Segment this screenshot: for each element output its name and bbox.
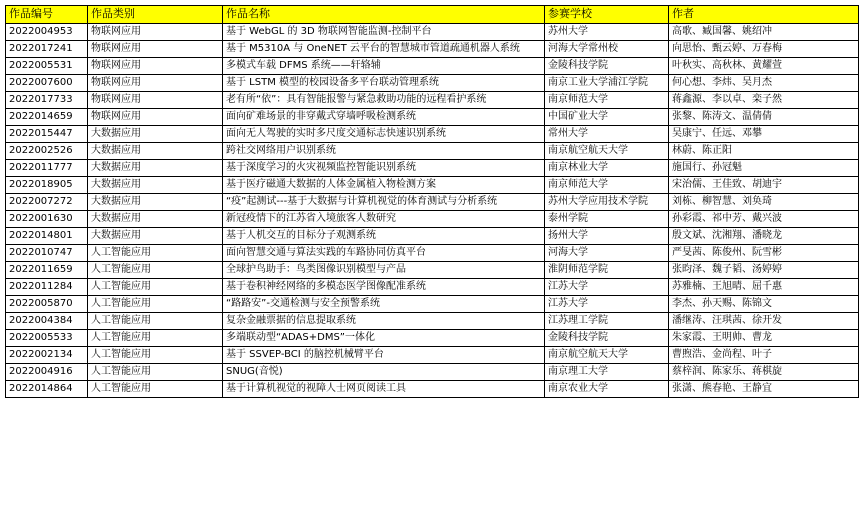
table-body [6, 24, 859, 398]
cell-category: 大数据应用 [88, 177, 223, 194]
cell-school: 泰州学院 [545, 211, 669, 228]
cell-work-id: 2022017241 [6, 41, 88, 58]
table-row [6, 279, 859, 296]
cell-category: 人工智能应用 [88, 279, 223, 296]
cell-work-name: 多端联动型“ADAS+DMS”一体化 [223, 330, 545, 347]
table-row [6, 160, 859, 177]
table-row [6, 364, 859, 381]
cell-authors: 朱家霞、王明帅、曹龙 [669, 330, 859, 347]
cell-category: 人工智能应用 [88, 330, 223, 347]
cell-authors: 林蔚、陈正阳 [669, 143, 859, 160]
cell-work-id: 2022001630 [6, 211, 88, 228]
cell-school: 常州大学 [545, 126, 669, 143]
table-row [6, 330, 859, 347]
cell-category: 物联网应用 [88, 75, 223, 92]
cell-work-id: 2022005870 [6, 296, 88, 313]
cell-work-name: 面向智慧交通与算法实践的车路协同仿真平台 [223, 245, 545, 262]
cell-work-id: 2022005533 [6, 330, 88, 347]
cell-school: 河海大学常州校 [545, 41, 669, 58]
header-category: 作品类别 [88, 6, 223, 24]
table-row [6, 228, 859, 245]
cell-authors: 叶秋实、高秋林、黄耀萱 [669, 58, 859, 75]
cell-work-name: 基于深度学习的火灾视频监控智能识别系统 [223, 160, 545, 177]
header-work-name: 作品名称 [223, 6, 545, 24]
cell-authors: 严旻茜、陈俊州、阮雪彬 [669, 245, 859, 262]
table-row [6, 126, 859, 143]
cell-work-id: 2022011284 [6, 279, 88, 296]
cell-authors: 曹煦浩、金尚程、叶子 [669, 347, 859, 364]
cell-category: 大数据应用 [88, 143, 223, 160]
table-row [6, 58, 859, 75]
cell-authors: 高歌、臧国馨、姚绍冲 [669, 24, 859, 41]
cell-authors: 张潇、熊春艳、王静宜 [669, 381, 859, 398]
cell-authors: 何心想、李炜、吴月杰 [669, 75, 859, 92]
cell-work-name: 多模式车载 DFMS 系统——轩辂辅 [223, 58, 545, 75]
cell-category: 大数据应用 [88, 228, 223, 245]
header-work-id: 作品编号 [6, 6, 88, 24]
cell-work-id: 2022004953 [6, 24, 88, 41]
table-row [6, 381, 859, 398]
cell-work-id: 2022002134 [6, 347, 88, 364]
cell-authors: 孙彩霞、祁中芳、戴兴波 [669, 211, 859, 228]
cell-school: 淮阴师范学院 [545, 262, 669, 279]
cell-authors: 张黎、陈涛文、温倩倩 [669, 109, 859, 126]
cell-work-name: “疫”起测试---基于大数据与计算机视觉的体育测试与分析系统 [223, 194, 545, 211]
works-table [5, 5, 859, 398]
cell-work-id: 2022007600 [6, 75, 88, 92]
table-row [6, 262, 859, 279]
cell-category: 物联网应用 [88, 58, 223, 75]
cell-category: 大数据应用 [88, 160, 223, 177]
cell-authors: 蒋鑫源、李以卓、栾子然 [669, 92, 859, 109]
cell-school: 南京航空航天大学 [545, 347, 669, 364]
cell-work-id: 2022007272 [6, 194, 88, 211]
header-authors: 作者 [669, 6, 859, 24]
cell-work-name: 基于卷积神经网络的多模态医学图像配准系统 [223, 279, 545, 296]
cell-category: 物联网应用 [88, 109, 223, 126]
cell-school: 金陵科技学院 [545, 330, 669, 347]
cell-work-id: 2022010747 [6, 245, 88, 262]
table-row [6, 143, 859, 160]
cell-work-name: SNUG(音悦) [223, 364, 545, 381]
cell-work-id: 2022004916 [6, 364, 88, 381]
cell-school: 河海大学 [545, 245, 669, 262]
header-row [6, 6, 859, 24]
cell-work-name: 基于计算机视觉的视障人士网页阅读工具 [223, 381, 545, 398]
cell-work-id: 2022014659 [6, 109, 88, 126]
table-row [6, 92, 859, 109]
cell-school: 南京航空航天大学 [545, 143, 669, 160]
table-row [6, 75, 859, 92]
cell-work-name: 新冠疫情下的江苏省入境旅客人数研究 [223, 211, 545, 228]
cell-work-name: 基于医疗磁通大数据的人体金属植入物检测方案 [223, 177, 545, 194]
cell-category: 人工智能应用 [88, 364, 223, 381]
cell-work-id: 2022017733 [6, 92, 88, 109]
cell-school: 南京林业大学 [545, 160, 669, 177]
table-row [6, 347, 859, 364]
cell-category: 物联网应用 [88, 24, 223, 41]
cell-work-name: 面向无人驾驶的实时多尺度交通标志快速识别系统 [223, 126, 545, 143]
cell-school: 苏州大学 [545, 24, 669, 41]
cell-work-name: “路路安”-交通检测与安全预警系统 [223, 296, 545, 313]
cell-work-id: 2022018905 [6, 177, 88, 194]
cell-school: 扬州大学 [545, 228, 669, 245]
cell-category: 人工智能应用 [88, 347, 223, 364]
cell-work-id: 2022014864 [6, 381, 88, 398]
cell-school: 中国矿业大学 [545, 109, 669, 126]
table-row [6, 24, 859, 41]
cell-work-id: 2022011777 [6, 160, 88, 177]
cell-work-id: 2022014801 [6, 228, 88, 245]
cell-category: 人工智能应用 [88, 245, 223, 262]
cell-school: 江苏大学 [545, 296, 669, 313]
table-row [6, 211, 859, 228]
cell-category: 大数据应用 [88, 126, 223, 143]
table-row [6, 313, 859, 330]
table-row [6, 296, 859, 313]
table-row [6, 41, 859, 58]
cell-work-id: 2022015447 [6, 126, 88, 143]
cell-authors: 殷文斌、沈湘翔、潘晓龙 [669, 228, 859, 245]
table-row [6, 194, 859, 211]
table-row [6, 109, 859, 126]
cell-work-name: 跨社交网络用户识别系统 [223, 143, 545, 160]
cell-work-name: 基于 WebGL 的 3D 物联网智能监测-控制平台 [223, 24, 545, 41]
cell-work-id: 2022011659 [6, 262, 88, 279]
cell-work-id: 2022002526 [6, 143, 88, 160]
cell-authors: 宋治儒、王佳致、胡迪宇 [669, 177, 859, 194]
cell-authors: 向思怡、甄云婷、万春梅 [669, 41, 859, 58]
cell-authors: 张昀泽、魏子韬、汤婷婷 [669, 262, 859, 279]
cell-work-name: 基于 M5310A 与 OneNET 云平台的智慧城市管道疏通机器人系统 [223, 41, 545, 58]
cell-category: 大数据应用 [88, 194, 223, 211]
cell-school: 南京师范大学 [545, 177, 669, 194]
cell-work-name: 面向矿难场景的非穿戴式穿墙呼吸检测系统 [223, 109, 545, 126]
cell-school: 江苏理工学院 [545, 313, 669, 330]
cell-school: 南京工业大学浦江学院 [545, 75, 669, 92]
cell-category: 物联网应用 [88, 92, 223, 109]
cell-authors: 吴康宁、任远、邓攀 [669, 126, 859, 143]
cell-work-name: 全球护鸟助手：鸟类图像识别模型与产品 [223, 262, 545, 279]
cell-category: 人工智能应用 [88, 381, 223, 398]
cell-work-name: 基于 LSTM 模型的校园设备多平台联动管理系统 [223, 75, 545, 92]
table-row [6, 177, 859, 194]
cell-work-id: 2022005531 [6, 58, 88, 75]
cell-work-id: 2022004384 [6, 313, 88, 330]
cell-school: 南京理工大学 [545, 364, 669, 381]
cell-category: 人工智能应用 [88, 313, 223, 330]
cell-category: 物联网应用 [88, 41, 223, 58]
cell-authors: 刘栋、柳智慧、刘奂琦 [669, 194, 859, 211]
table-row [6, 245, 859, 262]
cell-authors: 李杰、孙天赐、陈锦文 [669, 296, 859, 313]
cell-category: 人工智能应用 [88, 296, 223, 313]
cell-category: 大数据应用 [88, 211, 223, 228]
cell-school: 南京师范大学 [545, 92, 669, 109]
cell-work-name: 基于 SSVEP-BCI 的脑控机械臂平台 [223, 347, 545, 364]
cell-authors: 蔡梓润、陈家乐、蒋棋旋 [669, 364, 859, 381]
cell-school: 苏州大学应用技术学院 [545, 194, 669, 211]
cell-work-name: 老有所“依”：具有智能报警与紧急救助功能的远程看护系统 [223, 92, 545, 109]
cell-work-name: 基于人机交互的目标分子观测系统 [223, 228, 545, 245]
cell-category: 人工智能应用 [88, 262, 223, 279]
header-school: 参赛学校 [545, 6, 669, 24]
cell-school: 南京农业大学 [545, 381, 669, 398]
cell-school: 金陵科技学院 [545, 58, 669, 75]
cell-work-name: 复杂金融票据的信息提取系统 [223, 313, 545, 330]
cell-authors: 苏雅楠、王旭晴、屈千惠 [669, 279, 859, 296]
cell-authors: 施国行、孙冠魁 [669, 160, 859, 177]
cell-school: 江苏大学 [545, 279, 669, 296]
cell-authors: 潘继涛、汪琪茜、徐开发 [669, 313, 859, 330]
